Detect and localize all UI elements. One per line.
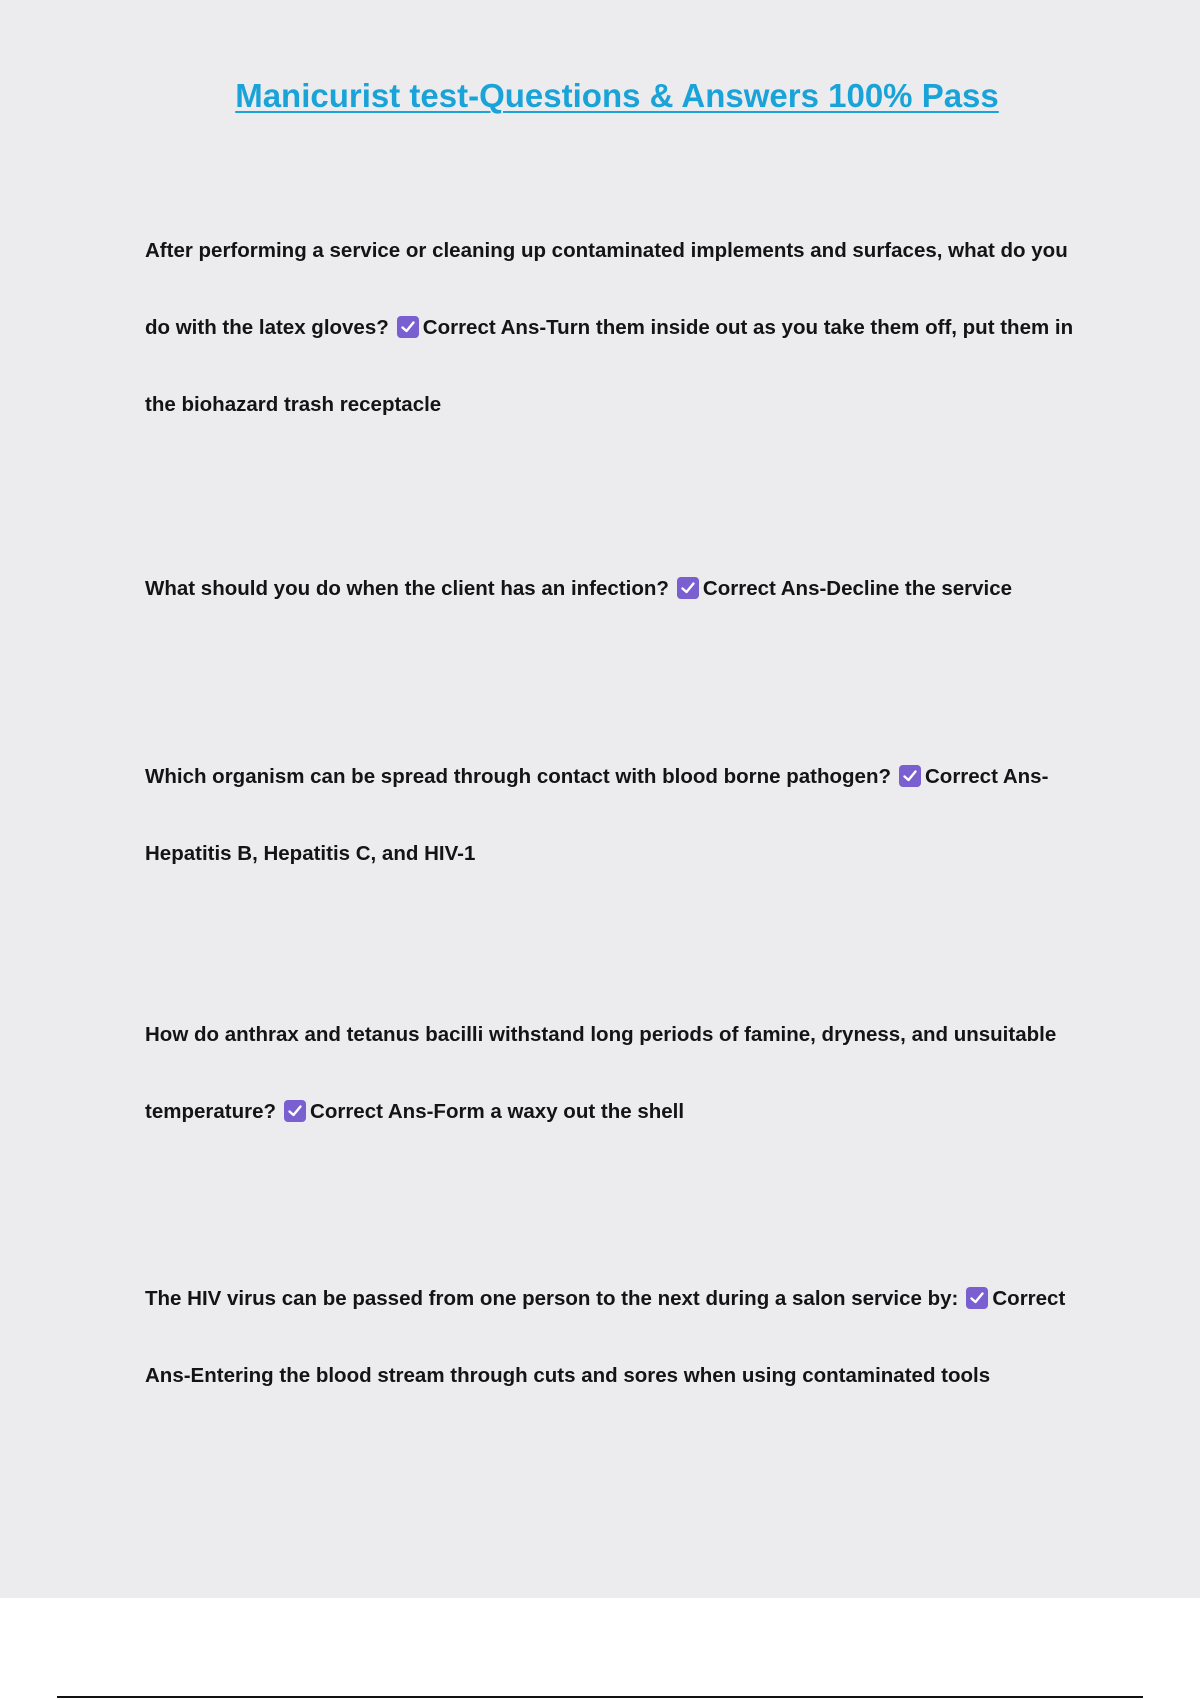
answer-text: Correct Ans-Turn them inside out as you take them off, put them in the biohazard trash receptacle <box>145 316 1074 416</box>
question-text: After performing a service or cleaning up contaminated implements and surfaces, what do you do with the latex gloves? <box>145 239 1068 339</box>
qa-item <box>145 212 1095 443</box>
page-footer <box>0 1598 1200 1700</box>
qa-item <box>145 738 1095 892</box>
footer-divider <box>57 1696 1143 1698</box>
document-title-text: Manicurist test-Questions & Answers 100% Pass <box>235 77 999 114</box>
checked-box-icon <box>397 316 419 338</box>
qa-item <box>145 996 1095 1150</box>
qa-item <box>145 550 1095 627</box>
document-title <box>0 74 1200 118</box>
checked-box-icon <box>677 577 699 599</box>
checked-box-icon <box>899 765 921 787</box>
question-text: Which organism can be spread through contact with blood borne pathogen? <box>145 765 891 788</box>
answer-text: Correct Ans-Decline the service <box>702 577 1013 600</box>
checked-box-icon <box>284 1100 306 1122</box>
qa-item <box>145 1260 1095 1414</box>
answer-text: Correct Ans-Entering the blood stream through cuts and sores when using contaminated tools <box>145 1287 1066 1387</box>
question-text: How do anthrax and tetanus bacilli withstand long periods of famine, dryness, and unsuitable temperature? <box>145 1023 1057 1123</box>
answer-text: Correct Ans-Hepatitis B, Hepatitis C, and HIV-1 <box>145 765 1049 865</box>
checked-box-icon <box>966 1287 988 1309</box>
question-text: The HIV virus can be passed from one person to the next during a salon service by: <box>145 1287 959 1310</box>
question-text: What should you do when the client has an infection? <box>145 577 669 600</box>
answer-text: Correct Ans-Form a waxy out the shell <box>310 1100 685 1123</box>
